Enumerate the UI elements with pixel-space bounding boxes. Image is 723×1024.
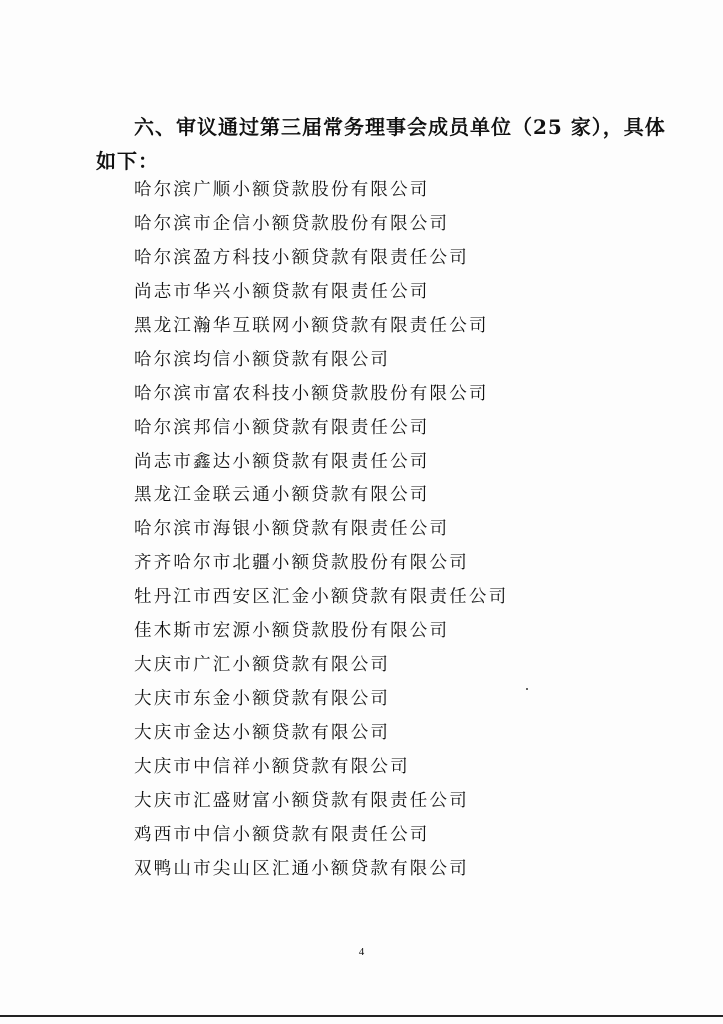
list-item: 哈尔滨均信小额贷款有限公司	[134, 349, 391, 370]
scan-edge-line	[0, 1015, 723, 1017]
list-item: 哈尔滨盈方科技小额贷款有限责任公司	[134, 247, 469, 268]
section-heading	[96, 110, 666, 178]
list-item: 双鸭山市尖山区汇通小额贷款有限公司	[134, 858, 469, 879]
list-item: 尚志市华兴小额贷款有限责任公司	[134, 281, 430, 302]
list-item: 黑龙江瀚华互联网小额贷款有限责任公司	[134, 315, 489, 336]
list-item: 大庆市东金小额贷款有限公司	[134, 689, 391, 710]
list-item: 哈尔滨市企信小额贷款股份有限公司	[134, 213, 450, 234]
page-number: 4	[358, 946, 365, 958]
list-item: 大庆市汇盛财富小额贷款有限责任公司	[134, 790, 469, 811]
list-item: 黑龙江金联云通小额贷款有限公司	[134, 485, 430, 506]
list-item: 大庆市广汇小额贷款有限公司	[134, 655, 391, 676]
scan-speck	[526, 688, 528, 690]
list-item: 大庆市中信祥小额贷款有限公司	[134, 756, 410, 777]
list-item: 齐齐哈尔市北疆小额贷款股份有限公司	[134, 553, 469, 574]
list-item: 牡丹江市西安区汇金小额贷款有限责任公司	[134, 587, 509, 608]
list-item: 哈尔滨广顺小额贷款股份有限公司	[134, 180, 430, 200]
list-item: 佳木斯市宏源小额贷款股份有限公司	[134, 621, 450, 642]
member-list	[134, 174, 508, 887]
list-item: 哈尔滨市海银小额贷款有限责任公司	[134, 519, 450, 540]
list-item: 尚志市鑫达小额贷款有限责任公司	[134, 451, 430, 472]
list-item: 哈尔滨市富农科技小额贷款股份有限公司	[134, 383, 489, 404]
list-item: 鸡西市中信小额贷款有限责任公司	[134, 824, 430, 845]
section-heading-line-2: 如下：	[96, 149, 159, 173]
section-heading-line-1: 六、审议通过第三届常务理事会成员单位（25 家），具体	[134, 115, 666, 139]
list-item: 哈尔滨邦信小额贷款有限责任公司	[134, 417, 430, 438]
list-item: 大庆市金达小额贷款有限公司	[134, 723, 391, 743]
